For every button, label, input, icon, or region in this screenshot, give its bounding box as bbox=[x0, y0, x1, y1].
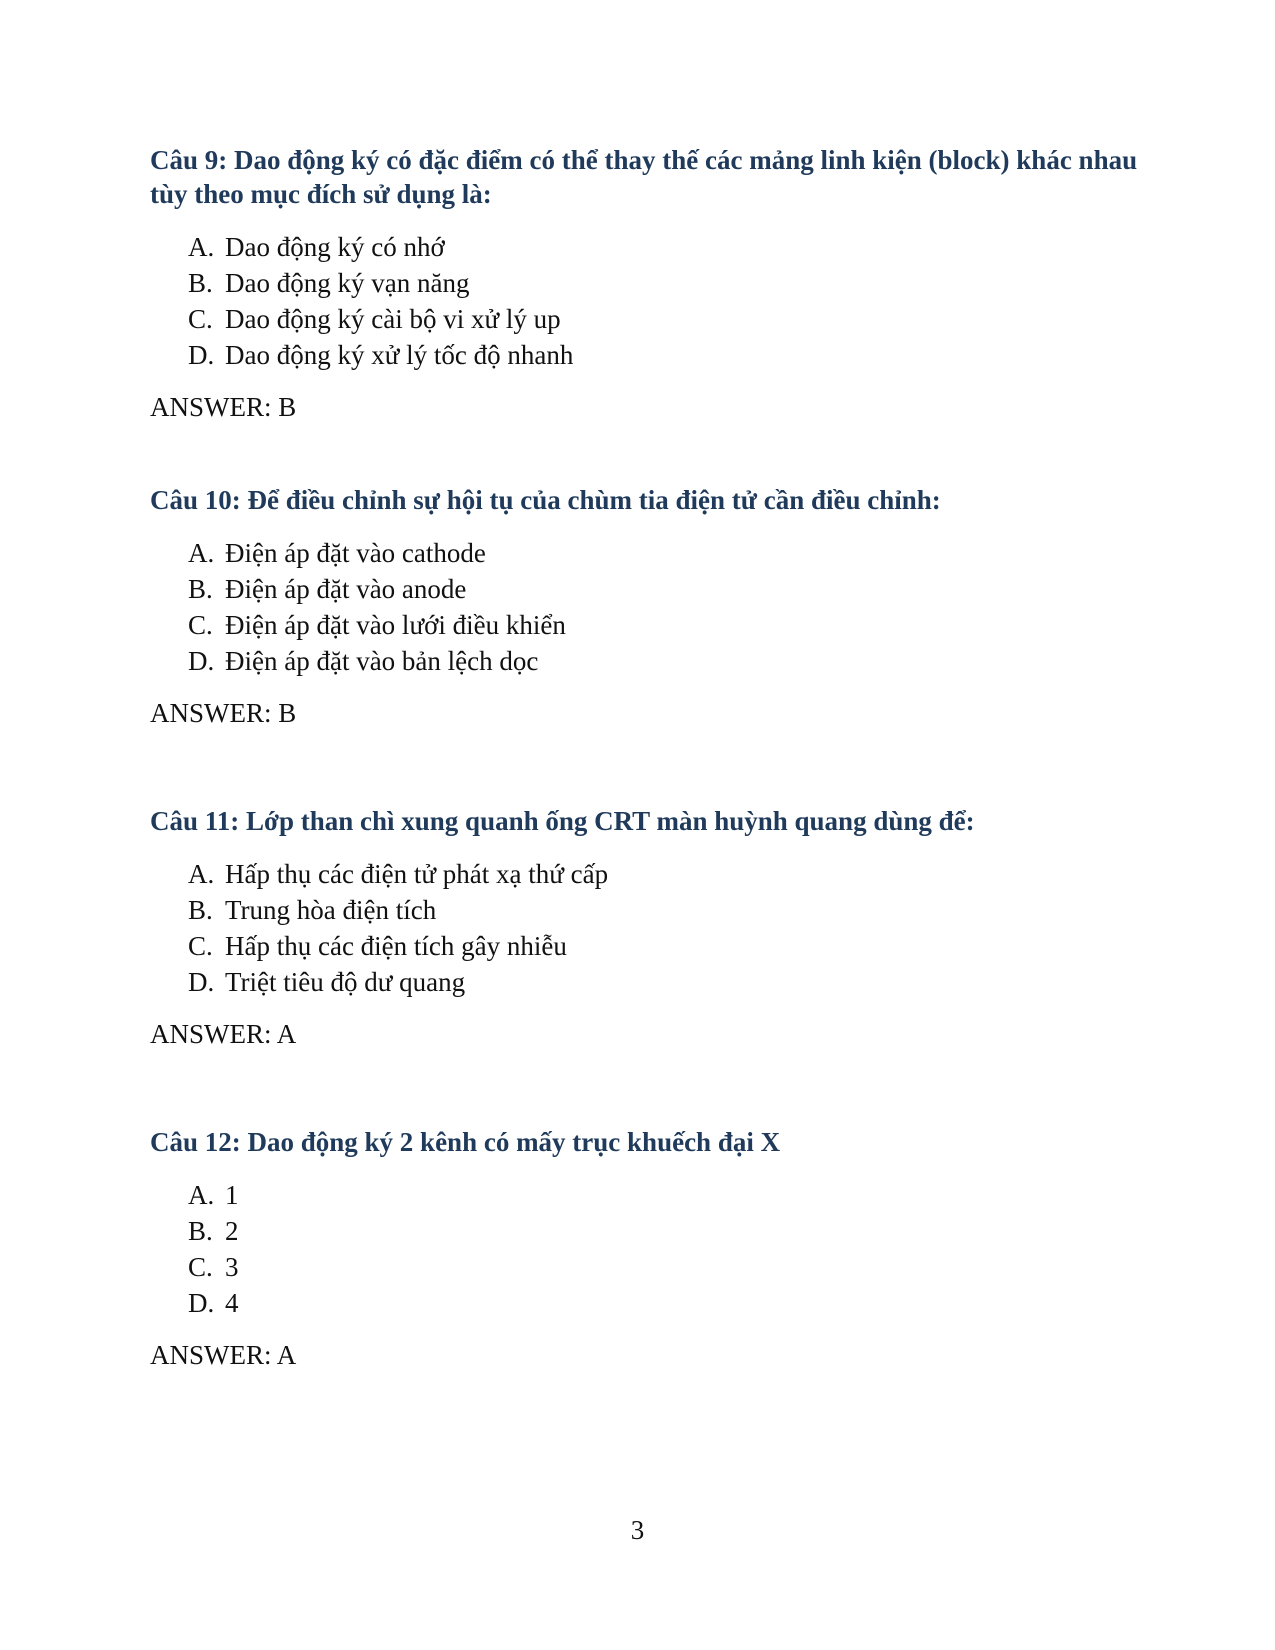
option-letter: C. bbox=[188, 1252, 213, 1282]
option-item bbox=[188, 571, 1140, 607]
option-text: Điện áp đặt vào anode bbox=[225, 574, 467, 604]
option-text: 3 bbox=[225, 1252, 239, 1282]
option-item bbox=[188, 1285, 1140, 1321]
option-item bbox=[188, 1249, 1140, 1285]
option-text: Điện áp đặt vào bản lệch dọc bbox=[225, 646, 539, 676]
options-list bbox=[188, 1177, 1140, 1321]
option-letter: D. bbox=[188, 646, 215, 676]
option-letter: B. bbox=[188, 268, 213, 298]
question-title: Câu 9: Dao động ký có đặc điểm có thể thay thế các mảng linh kiện (block) khác nhau tùy theo mục đích sử dụng là: bbox=[150, 145, 1158, 209]
option-text: Điện áp đặt vào cathode bbox=[225, 538, 486, 568]
answer-line: ANSWER: B bbox=[150, 392, 297, 422]
option-letter: C. bbox=[188, 610, 213, 640]
option-item bbox=[188, 229, 1140, 265]
question-title: Câu 10: Để điều chỉnh sự hội tụ của chùm tia điện tử cần điều chỉnh: bbox=[150, 485, 941, 515]
question-title: Câu 11: Lớp than chì xung quanh ống CRT màn huỳnh quang dùng để: bbox=[150, 806, 975, 836]
option-letter: B. bbox=[188, 895, 213, 925]
option-text: Dao động ký vạn năng bbox=[225, 268, 470, 298]
option-text: Triệt tiêu độ dư quang bbox=[225, 967, 466, 997]
option-letter: D. bbox=[188, 340, 215, 370]
option-text: Dao động ký cài bộ vi xử lý up bbox=[225, 304, 561, 334]
option-item bbox=[188, 1177, 1140, 1213]
option-text: 2 bbox=[225, 1216, 239, 1246]
option-text: Hấp thụ các điện tử phát xạ thứ cấp bbox=[225, 859, 609, 889]
question-block bbox=[150, 804, 1140, 1052]
option-text: Dao động ký xử lý tốc độ nhanh bbox=[225, 340, 574, 370]
option-letter: D. bbox=[188, 1288, 215, 1318]
option-item bbox=[188, 337, 1140, 373]
option-letter: C. bbox=[188, 931, 213, 961]
option-text: Hấp thụ các điện tích gây nhiễu bbox=[225, 931, 567, 961]
option-letter: A. bbox=[188, 232, 215, 262]
page-number: 3 bbox=[630, 1515, 645, 1545]
option-letter: C. bbox=[188, 304, 213, 334]
option-item bbox=[188, 643, 1140, 679]
option-text: 1 bbox=[225, 1180, 239, 1210]
option-item bbox=[188, 928, 1140, 964]
option-item bbox=[188, 265, 1140, 301]
question-block bbox=[150, 483, 1140, 731]
option-letter: A. bbox=[188, 538, 215, 568]
option-item bbox=[188, 1213, 1140, 1249]
option-item bbox=[188, 964, 1140, 1000]
option-letter: B. bbox=[188, 1216, 213, 1246]
options-list bbox=[188, 535, 1140, 679]
option-letter: A. bbox=[188, 859, 215, 889]
option-item bbox=[188, 856, 1140, 892]
question-title: Câu 12: Dao động ký 2 kênh có mấy trục khuếch đại X bbox=[150, 1127, 781, 1157]
option-text: Dao động ký có nhớ bbox=[225, 232, 445, 262]
option-letter: A. bbox=[188, 1180, 215, 1210]
options-list bbox=[188, 856, 1140, 1000]
answer-line: ANSWER: A bbox=[150, 1340, 297, 1370]
option-letter: B. bbox=[188, 574, 213, 604]
option-text: Trung hòa điện tích bbox=[225, 895, 437, 925]
option-item bbox=[188, 892, 1140, 928]
option-text: Điện áp đặt vào lưới điều khiển bbox=[225, 610, 566, 640]
option-item bbox=[188, 535, 1140, 571]
question-block bbox=[150, 143, 1158, 425]
option-letter: D. bbox=[188, 967, 215, 997]
option-item bbox=[188, 301, 1140, 337]
option-item bbox=[188, 607, 1140, 643]
answer-line: ANSWER: A bbox=[150, 1019, 297, 1049]
answer-line: ANSWER: B bbox=[150, 698, 297, 728]
option-text: 4 bbox=[225, 1288, 239, 1318]
question-block bbox=[150, 1125, 1140, 1373]
options-list bbox=[188, 229, 1140, 373]
